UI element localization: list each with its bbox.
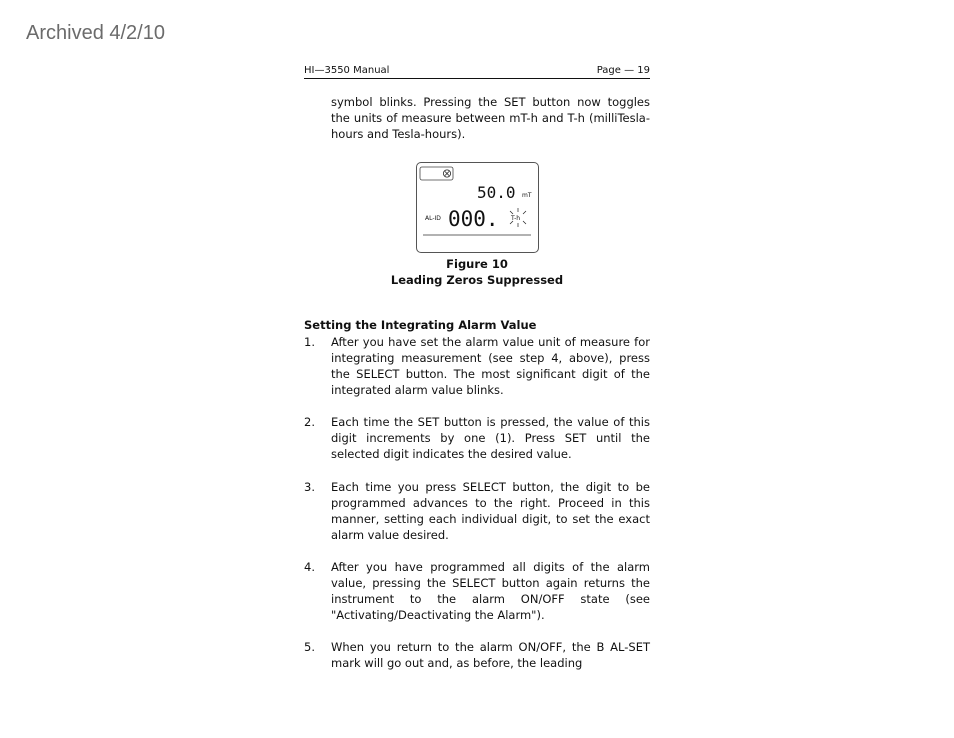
list-item-number: 1.	[304, 335, 315, 349]
list-item-number: 3.	[304, 480, 315, 494]
lcd-alarm-label: AL-ID	[425, 215, 441, 222]
lcd-main-unit: mT	[522, 192, 532, 199]
page-header	[304, 65, 650, 79]
lcd-display-figure	[416, 162, 539, 253]
manual-title: HI—3550 Manual	[304, 65, 390, 76]
lcd-indicator-box	[420, 167, 453, 180]
list-item-text: When you return to the alarm ON/OFF, the B AL-SET mark will go out and, as before, the leading	[331, 640, 650, 670]
lcd-display-illustration	[417, 163, 538, 252]
section-title: Setting the Integrating Alarm Value	[304, 318, 537, 332]
list-item-number: 5.	[304, 640, 315, 654]
list-item-number: 2.	[304, 415, 315, 429]
list-item-number: 4.	[304, 560, 315, 574]
archived-watermark: Archived 4/2/10	[26, 22, 165, 44]
page-number: Page — 19	[596, 65, 650, 76]
list-item-text: After you have programmed all digits of the alarm value, pressing the SELECT button again returns the instrument to the alarm ON/OFF state (see "Activating/Deactivating the Alarm").	[331, 560, 650, 622]
list-item-text: Each time the SET button is pressed, the value of this digit increments by one (1). Press SET until the selected digit indicates the desired value.	[331, 415, 650, 461]
lcd-alarm-value: 000.	[448, 207, 499, 231]
list-item-text: After you have set the alarm value unit of measure for integrating measurement (see step 4, above), press the SELECT button. The most significant digit of the integrated alarm value blinks.	[331, 335, 650, 397]
figure-caption-title: Leading Zeros Suppressed	[390, 273, 564, 287]
intro-paragraph: symbol blinks. Pressing the SET button now toggles the units of measure between mT-h and T-h (milliTesla-hours and Tesla-hours).	[331, 95, 650, 141]
figure-caption-number: Figure 10	[446, 257, 508, 271]
lcd-main-value: 50.0	[477, 183, 516, 202]
list-item-text: Each time you press SELECT button, the digit to be programmed advances to the right. Proceed in this manner, setting each individual digit, to set the exact alarm value desired.	[331, 480, 650, 542]
lcd-blinking-unit: T-h	[511, 215, 521, 222]
